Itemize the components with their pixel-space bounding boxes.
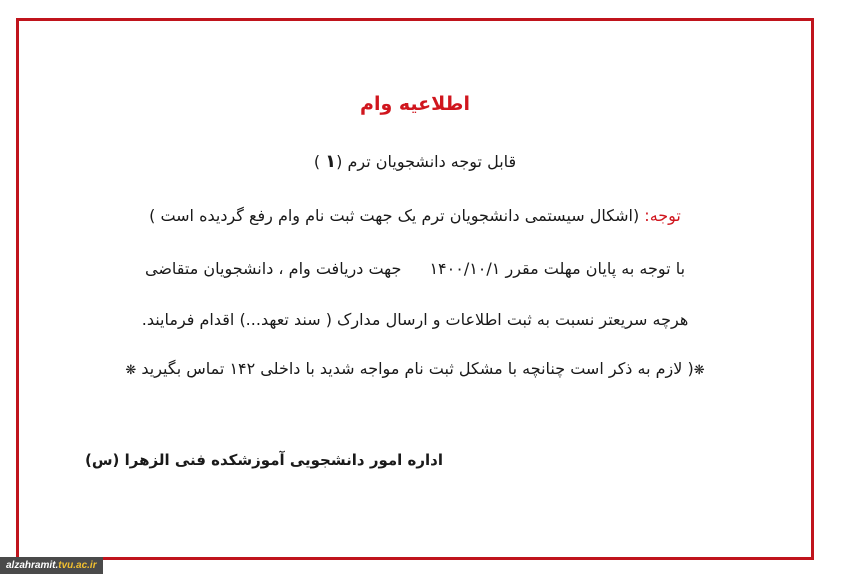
watermark-domain-accent: tvu.ac.ir	[58, 560, 97, 571]
announcement-frame	[16, 18, 814, 560]
announcement-title: اطلاعیه وام	[360, 93, 470, 115]
audience-prefix: قابل توجه دانشجویان ترم (	[336, 152, 517, 171]
note-line	[59, 206, 771, 225]
term-number: ۱	[325, 151, 337, 172]
audience-line	[59, 151, 771, 172]
instruction-line: هرچه سریعتر نسبت به ثبت اطلاعات و ارسال مدارک ( سند تعهد...) اقدام فرمایند.	[141, 310, 689, 329]
warning-text: ( لازم به ذکر است چنانچه با مشکل ثبت نام مواجه شدید با داخلی ۱۴۲ تماس بگیرید	[136, 359, 694, 378]
note-label: توجه:	[644, 206, 681, 225]
audience-suffix: )	[313, 152, 326, 171]
watermark-domain: alzahramit.	[6, 560, 59, 571]
warning-star-right-icon: ❋	[693, 363, 705, 378]
deadline-line	[59, 259, 771, 278]
deadline-prefix: با توجه به پایان مهلت مقرر ۱۴۰۰/۱۰/۱	[429, 259, 686, 278]
warning-line	[59, 359, 771, 378]
deadline-suffix: جهت دریافت وام ، دانشجویان متقاضی	[144, 259, 402, 278]
note-text: (اشکال سیستمی دانشجویان ترم یک جهت ثبت نام وام رفع گردیده است )	[149, 206, 645, 225]
site-watermark	[0, 557, 103, 574]
signature: اداره امور دانشجویی آموزشکده فنی الزهرا (س)	[84, 451, 443, 469]
announcement-body	[19, 21, 811, 557]
warning-star-left-icon: ❋	[125, 363, 137, 378]
